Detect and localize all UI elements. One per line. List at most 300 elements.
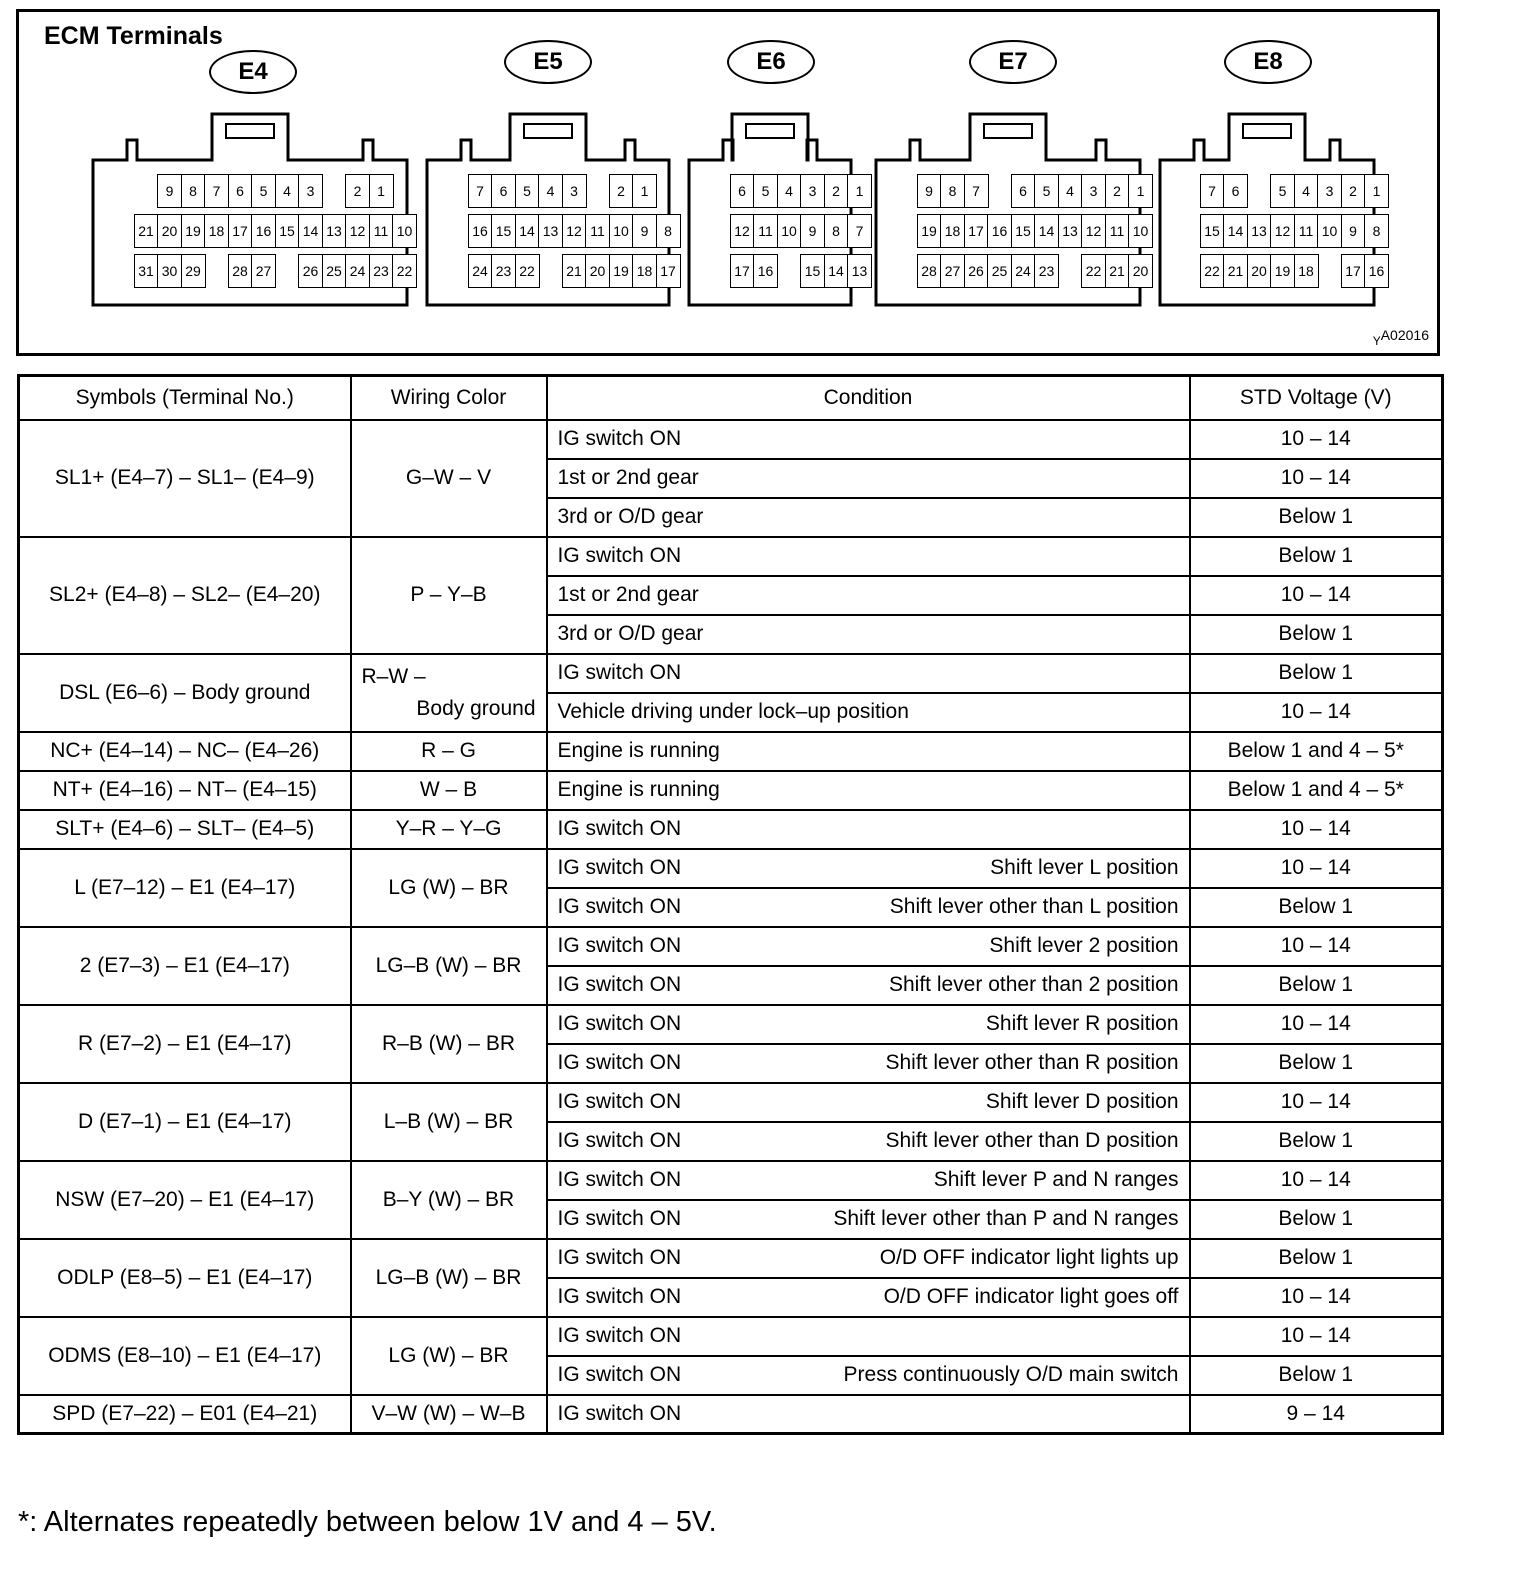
condition-text: 3rd or O/D gear: [557, 505, 704, 528]
pin-cell: 20: [1128, 254, 1153, 288]
pin-cell: 9: [632, 214, 657, 248]
pin-cell: 4: [1294, 174, 1319, 208]
terminal-symbol-cell: L (E7–12) – E1 (E4–17): [19, 849, 351, 927]
std-voltage-cell: Below 1: [1190, 1044, 1443, 1083]
condition-cell: [547, 888, 1190, 927]
pin-cell: 8: [181, 174, 206, 208]
table-row: [19, 420, 1443, 459]
condition-text: IG switch ON: [557, 427, 682, 450]
std-voltage-cell: 10 – 14: [1190, 693, 1443, 732]
condition-detail: Shift lever other than R position: [885, 1051, 1179, 1074]
std-voltage-cell: 10 – 14: [1190, 420, 1443, 459]
pin-row: [469, 174, 657, 208]
pin-cell: 1: [369, 174, 394, 208]
pin-cell: 5: [1034, 174, 1059, 208]
pin-row: [1201, 254, 1389, 288]
pin-row: [469, 254, 681, 288]
pin-cell: 24: [468, 254, 493, 288]
footnote: *: Alternates repeatedly between below 1V and 4 – 5V.: [18, 1506, 717, 1538]
pin-row: [731, 214, 872, 248]
pin-cell: 17: [656, 254, 681, 288]
pin-cell: 23: [491, 254, 516, 288]
pin-cell: 10: [1317, 214, 1342, 248]
pin-cell: 23: [369, 254, 394, 288]
pin-row: [1201, 214, 1389, 248]
connector-label: E8: [1224, 40, 1312, 84]
condition-cell: [547, 576, 1190, 615]
pin-cell: 3: [1081, 174, 1106, 208]
pin-cell: 21: [562, 254, 587, 288]
condition-detail: Shift lever other than D position: [885, 1129, 1179, 1152]
pin-cell: 10: [609, 214, 634, 248]
std-voltage-cell: Below 1: [1190, 966, 1443, 1005]
condition-cell: [547, 771, 1190, 810]
pin-cell: 20: [157, 214, 182, 248]
wiring-color-cell: Y–R – Y–G: [351, 810, 547, 849]
pin-cell: 19: [917, 214, 942, 248]
header-wiring-color: Wiring Color: [351, 376, 547, 420]
condition-text: IG switch ON: [557, 1051, 682, 1074]
pin-cell: 23: [1034, 254, 1059, 288]
pin-cell: 7: [468, 174, 493, 208]
pin-cell: 4: [538, 174, 563, 208]
std-voltage-cell: 10 – 14: [1190, 1083, 1443, 1122]
pin-cell: 16: [468, 214, 493, 248]
pin-cell: 26: [964, 254, 989, 288]
pin-cell: 3: [562, 174, 587, 208]
condition-cell: [547, 732, 1190, 771]
terminal-symbol-cell: NC+ (E4–14) – NC– (E4–26): [19, 732, 351, 771]
pin-cell: 15: [1200, 214, 1225, 248]
table-row: [19, 771, 1443, 810]
table-row: [19, 1083, 1443, 1122]
pin-cell: 21: [1105, 254, 1130, 288]
condition-cell: [547, 810, 1190, 849]
pin-cell: 17: [964, 214, 989, 248]
table-row: [19, 1161, 1443, 1200]
pin-cell: 2: [345, 174, 370, 208]
pin-cell: 1: [632, 174, 657, 208]
pin-cell: 6: [730, 174, 755, 208]
pin-row: [135, 214, 417, 248]
condition-cell: [547, 1200, 1190, 1239]
condition-cell: [547, 537, 1190, 576]
condition-text: Vehicle driving under lock–up position: [557, 700, 909, 723]
condition-text: IG switch ON: [557, 934, 682, 957]
condition-cell: [547, 1005, 1190, 1044]
pin-cell: 24: [1011, 254, 1036, 288]
pin-cell: 26: [298, 254, 323, 288]
terminal-symbol-cell: 2 (E7–3) – E1 (E4–17): [19, 927, 351, 1005]
condition-cell: [547, 420, 1190, 459]
table-row: [19, 537, 1443, 576]
pin-cell: 27: [251, 254, 276, 288]
pin-cell: 12: [1081, 214, 1106, 248]
condition-detail: Shift lever other than L position: [889, 895, 1179, 918]
pin-gap: [585, 174, 610, 208]
pin-cell: 2: [1105, 174, 1130, 208]
pin-gap: [777, 254, 802, 288]
condition-detail: Shift lever other than P and N ranges: [833, 1207, 1179, 1230]
pin-cell: 10: [392, 214, 417, 248]
pin-cell: 2: [824, 174, 849, 208]
pin-cell: 8: [824, 214, 849, 248]
pin-row: [918, 254, 1153, 288]
condition-cell: [547, 654, 1190, 693]
condition-text: IG switch ON: [557, 1363, 682, 1386]
terminal-symbol-cell: SLT+ (E4–6) – SLT– (E4–5): [19, 810, 351, 849]
condition-text: IG switch ON: [557, 661, 682, 684]
std-voltage-cell: Below 1: [1190, 1200, 1443, 1239]
connector-e5: [425, 48, 676, 307]
pin-cell: 5: [251, 174, 276, 208]
pin-cell: 5: [515, 174, 540, 208]
condition-cell: [547, 1044, 1190, 1083]
pin-cell: 9: [1341, 214, 1366, 248]
connector-label: E5: [504, 40, 592, 84]
pin-cell: 9: [157, 174, 182, 208]
table-row: [19, 849, 1443, 888]
pin-cell: 6: [228, 174, 253, 208]
pin-cell: 15: [275, 214, 300, 248]
condition-detail: Shift lever D position: [985, 1090, 1179, 1113]
std-voltage-cell: 10 – 14: [1190, 459, 1443, 498]
pin-cell: 13: [847, 254, 872, 288]
pin-cell: 6: [1011, 174, 1036, 208]
pin-cell: 11: [369, 214, 394, 248]
pin-cell: 11: [753, 214, 778, 248]
std-voltage-cell: 10 – 14: [1190, 576, 1443, 615]
pin-cell: 1: [1364, 174, 1389, 208]
wiring-color-cell: LG (W) – BR: [351, 849, 547, 927]
connector-label: E6: [727, 40, 815, 84]
pin-cell: 14: [1223, 214, 1248, 248]
wiring-color-cell: LG–B (W) – BR: [351, 1239, 547, 1317]
std-voltage-cell: 9 – 14: [1190, 1395, 1443, 1434]
terminal-symbol-cell: SL1+ (E4–7) – SL1– (E4–9): [19, 420, 351, 537]
wiring-color-cell: G–W – V: [351, 420, 547, 537]
terminal-symbol-cell: NSW (E7–20) – E1 (E4–17): [19, 1161, 351, 1239]
pin-cell: 11: [585, 214, 610, 248]
pin-cell: 7: [1200, 174, 1225, 208]
pin-cell: 28: [228, 254, 253, 288]
pin-cell: 28: [917, 254, 942, 288]
pin-cell: 14: [515, 214, 540, 248]
pin-cell: 17: [1341, 254, 1366, 288]
pin-cell: 15: [800, 254, 825, 288]
pin-gap: [987, 174, 1012, 208]
terminal-symbol-cell: R (E7–2) – E1 (E4–17): [19, 1005, 351, 1083]
wiring-color-cell: [351, 654, 547, 732]
wiring-color-line2: Body ground: [416, 696, 536, 720]
pin-cell: 25: [987, 254, 1012, 288]
pin-gap: [275, 254, 300, 288]
condition-detail: Shift lever R position: [985, 1012, 1179, 1035]
pin-cell: 22: [515, 254, 540, 288]
terminal-symbol-cell: SL2+ (E4–8) – SL2– (E4–20): [19, 537, 351, 654]
terminal-symbol-cell: DSL (E6–6) – Body ground: [19, 654, 351, 732]
pin-gap: [204, 254, 229, 288]
connector-e7: [874, 48, 1149, 307]
pin-cell: 4: [1058, 174, 1083, 208]
pin-cell: 7: [847, 214, 872, 248]
condition-detail: Shift lever L position: [990, 856, 1179, 879]
connector-label: E4: [209, 50, 297, 94]
connector-e4: [91, 58, 413, 307]
pin-cell: 14: [298, 214, 323, 248]
pin-cell: 7: [204, 174, 229, 208]
pin-cell: 18: [204, 214, 229, 248]
wiring-color-line1: R–W –: [361, 664, 426, 688]
table-row: [19, 732, 1443, 771]
pin-cell: 20: [585, 254, 610, 288]
condition-text: IG switch ON: [557, 1285, 682, 1308]
std-voltage-cell: 10 – 14: [1190, 1278, 1443, 1317]
table-row: [19, 810, 1443, 849]
condition-text: IG switch ON: [557, 544, 682, 567]
header-symbols: Symbols (Terminal No.): [19, 376, 351, 420]
condition-cell: [547, 615, 1190, 654]
condition-text: Engine is running: [557, 778, 720, 801]
condition-text: 3rd or O/D gear: [557, 622, 704, 645]
pin-cell: 8: [940, 174, 965, 208]
pin-cell: 13: [538, 214, 563, 248]
pin-cell: 8: [656, 214, 681, 248]
condition-text: IG switch ON: [557, 1324, 682, 1347]
condition-text: Engine is running: [557, 739, 720, 762]
pin-cell: 5: [1270, 174, 1295, 208]
table-row: [19, 1395, 1443, 1434]
pin-cell: 21: [1223, 254, 1248, 288]
pin-gap: [134, 174, 159, 208]
condition-text: 1st or 2nd gear: [557, 583, 699, 606]
pin-cell: 21: [134, 214, 159, 248]
condition-detail: O/D OFF indicator light goes off: [883, 1285, 1179, 1308]
pin-cell: 17: [228, 214, 253, 248]
pin-cell: 15: [491, 214, 516, 248]
pin-gap: [1247, 174, 1272, 208]
pin-cell: 11: [1105, 214, 1130, 248]
pin-cell: 17: [730, 254, 755, 288]
pin-cell: 4: [275, 174, 300, 208]
pin-cell: 22: [1200, 254, 1225, 288]
condition-cell: [547, 1083, 1190, 1122]
pin-cell: 4: [777, 174, 802, 208]
pin-row: [135, 254, 417, 288]
pin-row: [731, 174, 872, 208]
connector-label: E7: [969, 40, 1057, 84]
pin-cell: 1: [847, 174, 872, 208]
pin-row: [469, 214, 681, 248]
std-voltage-cell: 10 – 14: [1190, 927, 1443, 966]
condition-detail: Press continuously O/D main switch: [843, 1363, 1179, 1386]
wiring-color-cell: L–B (W) – BR: [351, 1083, 547, 1161]
pin-cell: 24: [345, 254, 370, 288]
terminal-symbol-cell: D (E7–1) – E1 (E4–17): [19, 1083, 351, 1161]
pin-cell: 16: [251, 214, 276, 248]
wiring-color-cell: R – G: [351, 732, 547, 771]
pin-cell: 18: [940, 214, 965, 248]
pin-gap: [1317, 254, 1342, 288]
condition-text: IG switch ON: [557, 856, 682, 879]
wiring-color-cell: W – B: [351, 771, 547, 810]
pin-cell: 12: [345, 214, 370, 248]
condition-text: IG switch ON: [557, 895, 682, 918]
std-voltage-cell: 10 – 14: [1190, 1317, 1443, 1356]
pin-cell: 6: [1223, 174, 1248, 208]
std-voltage-cell: Below 1 and 4 – 5*: [1190, 771, 1443, 810]
pin-cell: 3: [800, 174, 825, 208]
pin-cell: 15: [1011, 214, 1036, 248]
ecm-terminals-figure: [16, 9, 1440, 356]
wiring-color-cell: V–W (W) – W–B: [351, 1395, 547, 1434]
wiring-color-cell: B–Y (W) – BR: [351, 1161, 547, 1239]
condition-text: 1st or 2nd gear: [557, 466, 699, 489]
std-voltage-cell: Below 1: [1190, 1122, 1443, 1161]
pin-cell: 3: [298, 174, 323, 208]
condition-cell: [547, 1356, 1190, 1395]
header-condition: Condition: [547, 376, 1190, 420]
pin-row: [918, 214, 1153, 248]
std-voltage-cell: 10 – 14: [1190, 849, 1443, 888]
pin-row: [135, 174, 394, 208]
pin-cell: 19: [1270, 254, 1295, 288]
pin-cell: 22: [392, 254, 417, 288]
pin-cell: 6: [491, 174, 516, 208]
condition-cell: [547, 1122, 1190, 1161]
table-header-row: [19, 376, 1443, 420]
std-voltage-cell: 10 – 14: [1190, 810, 1443, 849]
connector-e6: [687, 48, 868, 307]
terminal-symbol-cell: SPD (E7–22) – E01 (E4–21): [19, 1395, 351, 1434]
condition-cell: [547, 498, 1190, 537]
pin-cell: 11: [1294, 214, 1319, 248]
condition-detail: Shift lever other than 2 position: [888, 973, 1179, 996]
pin-cell: 20: [1247, 254, 1272, 288]
condition-cell: [547, 1395, 1190, 1434]
wiring-color-cell: LG–B (W) – BR: [351, 927, 547, 1005]
condition-text: IG switch ON: [557, 1129, 682, 1152]
pin-gap: [322, 174, 347, 208]
pin-cell: 16: [987, 214, 1012, 248]
condition-text: IG switch ON: [557, 1401, 682, 1425]
pin-cell: 18: [632, 254, 657, 288]
pin-cell: 12: [730, 214, 755, 248]
pin-cell: 19: [181, 214, 206, 248]
condition-detail: Shift lever P and N ranges: [933, 1168, 1179, 1191]
pin-cell: 2: [609, 174, 634, 208]
pin-cell: 10: [1128, 214, 1153, 248]
std-voltage-cell: Below 1: [1190, 888, 1443, 927]
condition-cell: [547, 1317, 1190, 1356]
pin-cell: 25: [322, 254, 347, 288]
std-voltage-cell: 10 – 14: [1190, 1161, 1443, 1200]
condition-cell: [547, 1161, 1190, 1200]
condition-cell: [547, 849, 1190, 888]
condition-cell: [547, 1278, 1190, 1317]
std-voltage-cell: Below 1: [1190, 654, 1443, 693]
pin-row: [1201, 174, 1389, 208]
pin-cell: 8: [1364, 214, 1389, 248]
condition-text: IG switch ON: [557, 1090, 682, 1113]
pin-cell: 14: [1034, 214, 1059, 248]
condition-cell: [547, 1239, 1190, 1278]
pin-cell: 18: [1294, 254, 1319, 288]
pin-cell: 5: [753, 174, 778, 208]
condition-text: IG switch ON: [557, 973, 682, 996]
wiring-color-cell: LG (W) – BR: [351, 1317, 547, 1395]
std-voltage-cell: Below 1: [1190, 1239, 1443, 1278]
condition-detail: O/D OFF indicator light lights up: [879, 1246, 1179, 1269]
pin-cell: 30: [157, 254, 182, 288]
pin-cell: 12: [562, 214, 587, 248]
condition-text: IG switch ON: [557, 1246, 682, 1269]
condition-text: IG switch ON: [557, 1012, 682, 1035]
std-voltage-cell: Below 1: [1190, 1356, 1443, 1395]
pin-row: [731, 254, 872, 288]
pin-cell: 22: [1081, 254, 1106, 288]
pin-cell: 16: [753, 254, 778, 288]
std-voltage-cell: Below 1: [1190, 498, 1443, 537]
connector-e8: [1158, 48, 1385, 307]
terminal-symbol-cell: ODMS (E8–10) – E1 (E4–17): [19, 1317, 351, 1395]
wiring-color-cell: P – Y–B: [351, 537, 547, 654]
pin-cell: 29: [181, 254, 206, 288]
header-std-voltage: STD Voltage (V): [1190, 376, 1443, 420]
wiring-color-cell: R–B (W) – BR: [351, 1005, 547, 1083]
condition-detail: Shift lever 2 position: [989, 934, 1179, 957]
condition-text: IG switch ON: [557, 1207, 682, 1230]
condition-text: IG switch ON: [557, 1168, 682, 1191]
pin-cell: 13: [322, 214, 347, 248]
pin-cell: 14: [824, 254, 849, 288]
pin-cell: 19: [609, 254, 634, 288]
pin-cell: 1: [1128, 174, 1153, 208]
pin-cell: 9: [917, 174, 942, 208]
terminal-spec-table: [17, 374, 1444, 1435]
pin-cell: 13: [1247, 214, 1272, 248]
pin-cell: 13: [1058, 214, 1083, 248]
table-row: [19, 1317, 1443, 1356]
table-row: [19, 1239, 1443, 1278]
figure-title: ECM Terminals: [44, 22, 223, 50]
terminal-symbol-cell: ODLP (E8–5) – E1 (E4–17): [19, 1239, 351, 1317]
pin-cell: 3: [1317, 174, 1342, 208]
condition-cell: [547, 966, 1190, 1005]
std-voltage-cell: Below 1 and 4 – 5*: [1190, 732, 1443, 771]
terminal-symbol-cell: NT+ (E4–16) – NT– (E4–15): [19, 771, 351, 810]
pin-cell: 9: [800, 214, 825, 248]
condition-cell: [547, 693, 1190, 732]
pin-gap: [1058, 254, 1083, 288]
pin-gap: [538, 254, 563, 288]
pin-cell: 10: [777, 214, 802, 248]
pin-cell: 7: [964, 174, 989, 208]
pin-cell: 2: [1341, 174, 1366, 208]
std-voltage-cell: Below 1: [1190, 615, 1443, 654]
std-voltage-cell: Below 1: [1190, 537, 1443, 576]
table-row: [19, 1005, 1443, 1044]
std-voltage-cell: 10 – 14: [1190, 1005, 1443, 1044]
condition-cell: [547, 459, 1190, 498]
pin-cell: 16: [1364, 254, 1389, 288]
condition-text: IG switch ON: [557, 817, 682, 840]
figure-code: YA02016: [1372, 327, 1429, 348]
condition-cell: [547, 927, 1190, 966]
pin-row: [918, 174, 1153, 208]
pin-cell: 12: [1270, 214, 1295, 248]
pin-cell: 27: [940, 254, 965, 288]
